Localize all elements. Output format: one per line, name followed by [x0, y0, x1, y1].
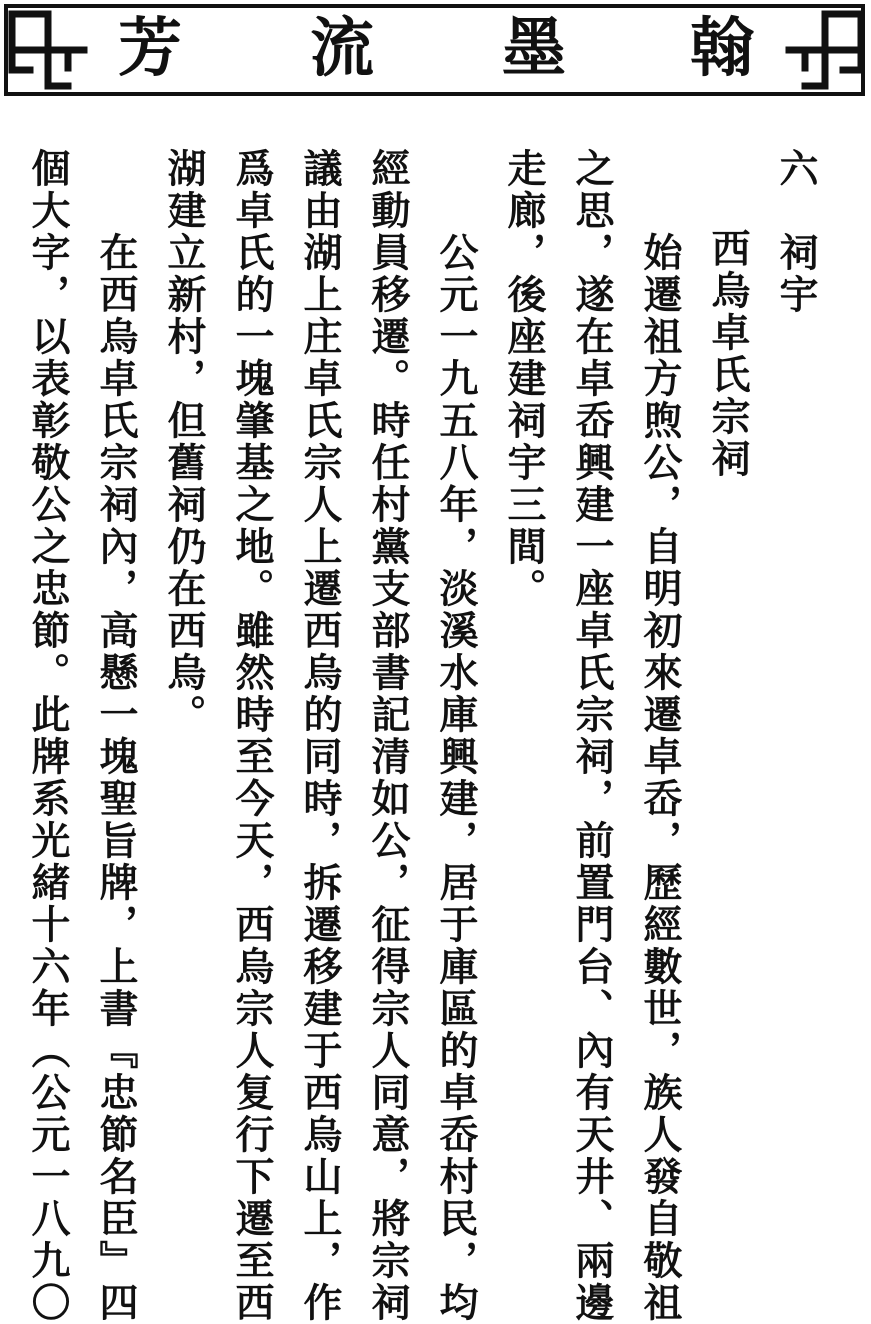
paragraph-line: 議由湖上庄卓氏宗人上遷西烏的同時，拆遷移建于西烏山上，作	[297, 148, 343, 1324]
section-heading: 六 祠宇	[773, 148, 819, 316]
paragraph-line: 始遷祖方煦公，自明初來遷卓岙，歷經數世，族人發自敬祖	[637, 232, 683, 1324]
paragraph-line: 走廊，後座建祠宇三間。	[501, 148, 547, 610]
banner-title-char-3: 墨	[502, 11, 566, 86]
banner-title-char-1: 芳	[118, 11, 182, 86]
article-body	[25, 148, 830, 1324]
banner-title-char-4: 翰	[690, 11, 754, 86]
paragraph-line: 公元一九五八年，淡溪水庫興建，居于庫區的卓岙村民，均	[433, 232, 479, 1324]
fret-ornament-right-icon	[785, 10, 865, 90]
paragraph-line: 在西烏卓氏宗祠內，高懸一塊聖旨牌，上書『忠節名臣』四	[93, 232, 139, 1324]
banner-title-char-2: 流	[310, 11, 374, 86]
paragraph-line: 爲卓氏的一塊肇基之地。雖然時至今天，西烏宗人复行下遷至西	[229, 148, 275, 1324]
paragraph-line: 個大字，以表彰敬公之忠節。此牌系光緒十六年（公元一八九〇	[25, 148, 71, 1324]
paragraph-line: 經動員移遷。時任村黨支部書記清如公，征得宗人同意，將宗祠	[365, 148, 411, 1324]
header-banner	[0, 0, 871, 100]
paragraph-line: 湖建立新村，但舊祠仍在西烏。	[161, 148, 207, 736]
paragraph-line: 之思，遂在卓岙興建一座卓氏宗祠，前置門台、內有天井、兩邊	[569, 148, 615, 1324]
fret-ornament-left-icon	[8, 10, 88, 90]
subheading: 西烏卓氏宗祠	[705, 228, 751, 480]
